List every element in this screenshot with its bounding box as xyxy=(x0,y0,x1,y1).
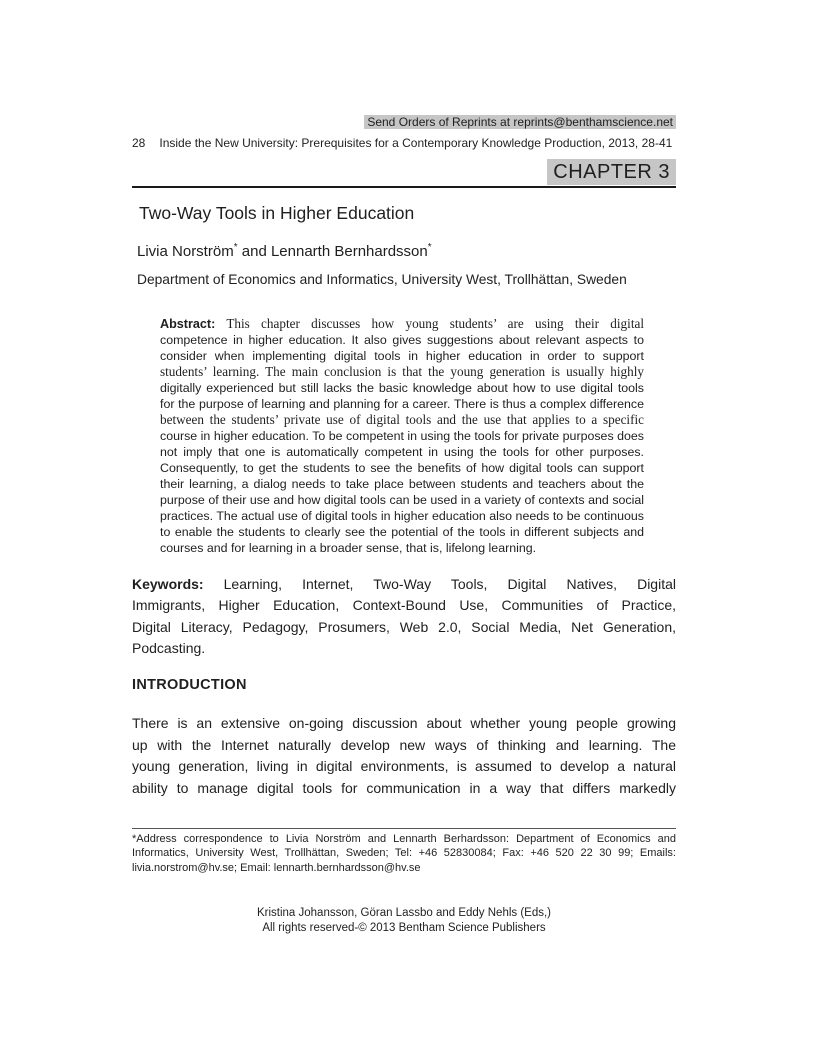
abstract-line: courses and for learning in a broader sense, that is, lifelong learning. xyxy=(160,541,537,555)
running-title: Inside the New University: Prerequisites for a Contemporary Knowledge Production, 2013, 28-41 xyxy=(159,136,673,150)
chapter-label: CHAPTER 3 xyxy=(547,159,676,185)
keywords-line: Immigrants, Higher Education, Context-Bound Use, Communities of Practice, xyxy=(132,597,676,614)
abstract-line: for the purpose of learning and planning for a career. There is thus a complex difference xyxy=(160,397,644,411)
section-heading-introduction: INTRODUCTION xyxy=(132,677,247,693)
keywords-line: Digital Literacy, Pedagogy, Prosumers, Web 2.0, Social Media, Net Generation, xyxy=(132,618,676,635)
abstract-line: consider when implementing digital tools in higher education in order to support xyxy=(160,349,644,363)
header-rule xyxy=(132,186,676,188)
abstract-line-text: This chapter discusses how young students’ are using their digital xyxy=(226,316,644,331)
affiliation: Department of Economics and Informatics, University West, Trollhättan, Sweden xyxy=(137,272,627,287)
abstract-line: course in higher education. To be competent in using the tools for private purposes does xyxy=(160,429,644,443)
abstract-line: between the students’ private use of digital tools and the use that applies to a specific xyxy=(160,412,644,427)
author-1-marker: * xyxy=(233,242,238,253)
author-2: Lennarth Bernhardsson xyxy=(270,243,428,260)
abstract-label: Abstract: xyxy=(160,317,216,331)
footnote-line: livia.norstrom@hv.se; Email: lennarth.bernhardsson@hv.se xyxy=(132,861,421,874)
page-number: 28 xyxy=(132,136,146,150)
abstract-line: competence in higher education. It also gives suggestions about relevant aspects to xyxy=(160,333,644,347)
running-head xyxy=(132,136,676,151)
chapter-heading-row xyxy=(132,159,676,185)
introduction-paragraph xyxy=(132,713,676,799)
author-1: Livia Norström xyxy=(137,243,234,260)
author-separator: and xyxy=(237,243,271,260)
keywords-line: Podcasting. xyxy=(132,640,206,657)
footer-block xyxy=(132,906,676,935)
keywords-line-text: Learning, Internet, Two-Way Tools, Digital Natives, Digital xyxy=(223,576,676,592)
keywords-label: Keywords: xyxy=(132,576,204,592)
paragraph-line: up with the Internet naturally develop new ways of thinking and learning. The xyxy=(132,736,676,753)
abstract-line: to enable the students to clearly see the potential of the tools in different subjects and xyxy=(160,525,644,539)
authors-line xyxy=(137,239,676,261)
send-orders-highlight: Send Orders of Reprints at reprints@benthamscience.net xyxy=(364,115,676,129)
paragraph-line: young generation, living in digital environments, is assumed to develop a natural xyxy=(132,758,676,774)
author-2-marker: * xyxy=(427,242,432,253)
abstract-line xyxy=(160,316,644,332)
abstract-line: purpose of their use and how digital tools can be used in a variety of contexts and social xyxy=(160,493,644,507)
footer-editors: Kristina Johansson, Göran Lassbo and Eddy Nehls (Eds,) xyxy=(256,907,552,919)
abstract-line: practices. The actual use of digital tools in higher education also needs to be continuous xyxy=(160,509,644,523)
abstract-line: not imply that one is automatically competent in using the tools for other purposes. xyxy=(160,445,644,459)
footnote-line: Informatics, University West, Trollhättan, Sweden; Tel: +46 52830084; Fax: +46 520 22 30 99; Emails: xyxy=(132,847,676,860)
abstract-block xyxy=(160,316,644,556)
chapter-title: Two-Way Tools in Higher Education xyxy=(139,203,415,223)
send-orders-line xyxy=(132,115,676,130)
footer-rights: All rights reserved-© 2013 Bentham Science Publishers xyxy=(262,921,546,934)
paragraph-line: ability to manage digital tools for communication in a way that differs markedly xyxy=(132,779,676,796)
keywords-line xyxy=(132,574,676,595)
footnote-line: *Address correspondence to Livia Norström and Lennarth Berhardsson: Department of Economics and xyxy=(132,833,676,845)
paragraph-line: There is an extensive on-going discussion about whether young people growing xyxy=(132,715,676,731)
abstract-line: Consequently, to get the students to see the benefits of how digital tools can support xyxy=(160,461,644,475)
keywords-block xyxy=(132,574,676,660)
footnote-block xyxy=(132,832,676,875)
abstract-line: digitally experienced but still lacks the basic knowledge about how to use digital tools xyxy=(160,381,644,395)
abstract-line: students’ learning. The main conclusion is that the young generation is usually highly xyxy=(160,364,644,379)
footnote-rule xyxy=(132,828,676,829)
abstract-line: their learning, a dialog needs to take place between students and teachers about the xyxy=(160,477,644,491)
